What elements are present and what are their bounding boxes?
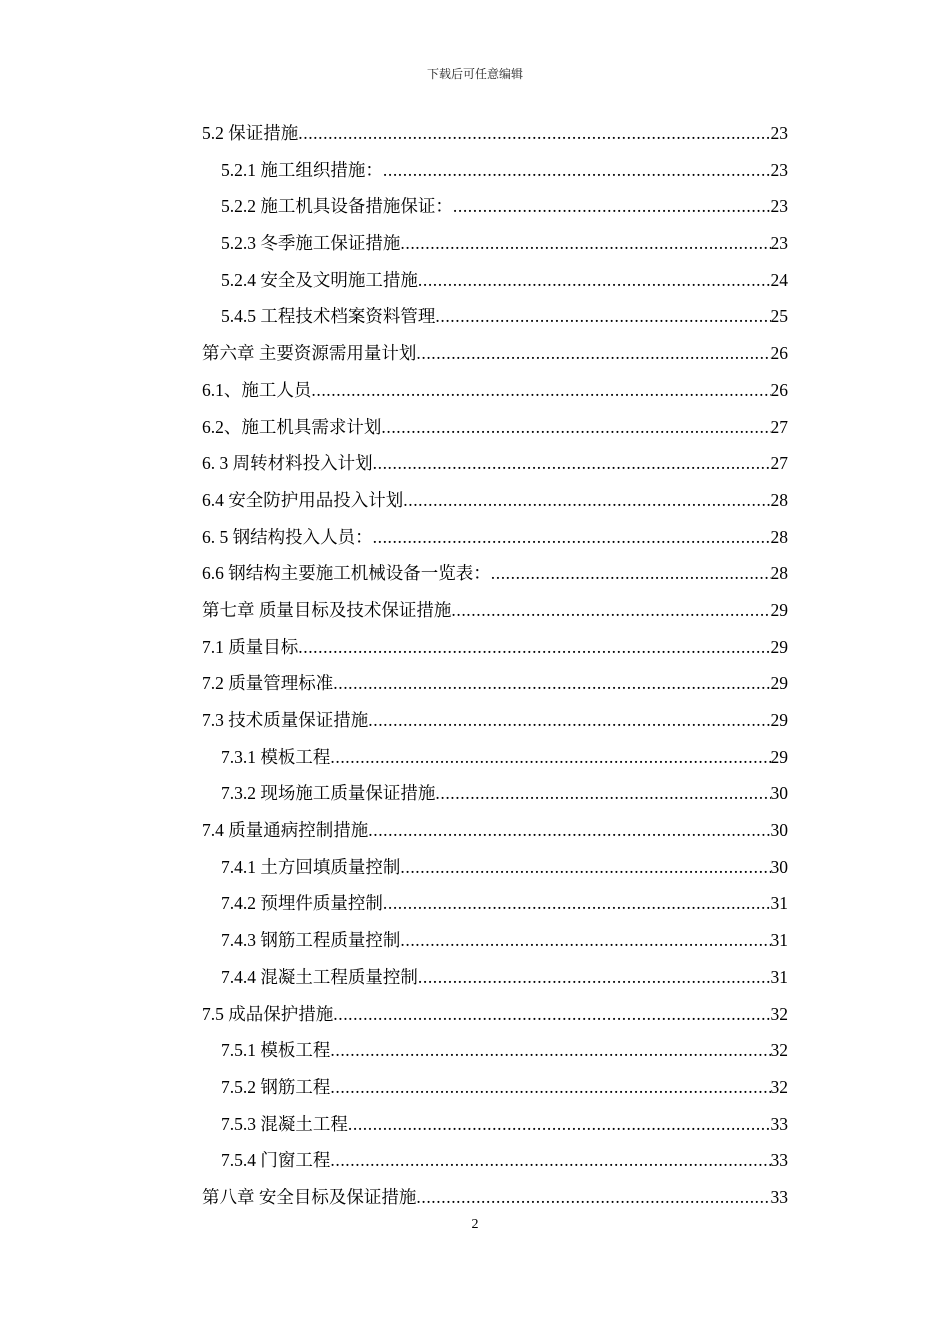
toc-entry[interactable] [202,188,788,225]
toc-entry-title: 7.3.2 现场施工质量保证措施 [221,783,436,804]
toc-dot-leader [400,225,770,262]
toc-entry[interactable] [202,335,788,372]
toc-dot-leader [333,665,770,702]
toc-dot-leader [330,1032,770,1069]
toc-entry[interactable] [202,885,788,922]
page-header: 下载后可任意编辑 [426,67,523,81]
toc-entry[interactable] [202,922,788,959]
toc-dot-leader [403,482,770,519]
toc-entry-title: 7.5.2 钢筋工程 [221,1076,331,1097]
toc-dot-leader [435,298,770,335]
toc-entry-page: 31 [770,893,788,914]
toc-entry[interactable] [202,152,788,189]
toc-entry[interactable] [202,519,788,556]
toc-entry-page: 29 [770,746,788,767]
toc-entry-title: 5.4.5 工程技术档案资料管理 [221,306,436,327]
toc-entry-page: 31 [770,930,788,951]
toc-entry-title: 7.3 技术质量保证措施 [202,710,369,730]
toc-entry-title: 7.4 质量通病控制措施 [202,820,369,841]
toc-entry[interactable] [202,1032,788,1069]
toc-entry[interactable] [202,225,788,262]
toc-dot-leader [453,188,771,225]
toc-entry-page: 29 [770,636,788,657]
toc-entry-page: 33 [770,1113,788,1134]
toc-entry-page: 24 [770,269,788,290]
toc-entry-page: 23 [770,159,788,180]
toc-entry-title: 7.4.3 钢筋工程质量控制 [221,930,401,951]
toc-dot-leader [330,739,770,776]
toc-entry-page: 30 [770,856,788,877]
toc-dot-leader [330,1069,770,1106]
toc-entry-title: 7.5.4 门窗工程 [221,1150,331,1171]
toc-entry-title: 7.4.4 混凝土工程质量控制 [221,966,418,987]
toc-entry-title: 6.1、施工人员 [202,379,312,400]
toc-entry-title: 7.2 质量管理标准 [202,673,334,694]
toc-entry-page: 27 [770,416,788,437]
toc-entry[interactable] [202,592,788,629]
toc-entry-title: 5.2.2 施工机具设备措施保证： [221,196,453,217]
toc-entry-title: 5.2.4 安全及文明施工措施 [221,269,418,290]
toc-entry-title: 6.2、施工机具需求计划 [202,416,382,437]
toc-entry[interactable] [202,372,788,409]
toc-entry[interactable] [202,298,788,335]
toc-entry-page: 28 [770,526,788,547]
toc-entry-title: 6.6 钢结构主要施工机械设备一览表： [202,563,491,584]
toc-entry[interactable] [202,665,788,702]
toc-entry[interactable] [202,445,788,482]
toc-entry[interactable] [202,1142,788,1179]
toc-entry-page: 26 [770,343,788,364]
toc-entry[interactable] [202,629,788,666]
toc-entry[interactable] [202,262,788,299]
toc-dot-leader [348,1106,771,1143]
toc-entry-page: 29 [770,710,788,730]
toc-entry-page: 23 [770,233,788,254]
toc-entry-title: 5.2.3 冬季施工保证措施 [221,233,401,254]
toc-entry-title: 5.2.1 施工组织措施： [221,159,383,180]
toc-entry-title: 7.4.1 土方回填质量控制 [221,856,401,877]
toc-entry-title: 7.4.2 预埋件质量控制 [221,893,383,914]
toc-entry[interactable] [202,409,788,446]
toc-entry-title: 7.5.1 模板工程 [221,1040,331,1061]
toc-entry-title: 7.3.1 模板工程 [221,746,331,767]
toc-entry[interactable] [202,1069,788,1106]
toc-entry[interactable] [202,775,788,812]
toc-entry-page: 32 [770,1003,788,1024]
toc-dot-leader [451,592,770,629]
toc-dot-leader [368,812,770,849]
toc-entry-title: 7.5.3 混凝土工程 [221,1113,348,1134]
toc-entry[interactable] [202,702,788,739]
toc-entry-page: 23 [770,196,788,217]
toc-dot-leader [381,409,770,446]
toc-dot-leader [416,335,770,372]
toc-entry[interactable] [202,1106,788,1143]
toc-entry-page: 32 [770,1040,788,1061]
toc-dot-leader [373,519,771,556]
toc-entry-title: 7.1 质量目标 [202,636,299,657]
toc-entry[interactable] [202,996,788,1033]
toc-dot-leader [491,555,771,592]
toc-dot-leader [435,775,770,812]
toc-dot-leader [330,1142,770,1179]
toc-entry-title: 7.5 成品保护措施 [202,1003,334,1024]
toc-dot-leader [383,885,771,922]
toc-entry-page: 28 [770,489,788,510]
toc-entry-page: 23 [770,123,788,143]
toc-entry[interactable] [202,1179,788,1216]
toc-dot-leader [298,115,770,152]
toc-entry-title: 5.2 保证措施 [202,123,299,143]
toc-dot-leader [298,629,770,666]
toc-entry[interactable] [202,115,788,152]
toc-entry-page: 30 [770,820,788,841]
toc-entry-page: 28 [770,563,788,584]
toc-entry-page: 33 [770,1150,788,1171]
toc-dot-leader [368,702,770,739]
toc-entry-title: 第六章 主要资源需用量计划 [202,343,417,364]
toc-dot-leader [418,262,771,299]
toc-entry[interactable] [202,812,788,849]
toc-entry[interactable] [202,849,788,886]
toc-entry[interactable] [202,739,788,776]
toc-dot-leader [418,959,771,996]
toc-entry-page: 31 [770,966,788,987]
toc-entry-page: 32 [770,1076,788,1097]
toc-dot-leader [373,445,771,482]
toc-dot-leader [400,922,770,959]
toc-entry[interactable] [202,482,788,519]
toc-dot-leader [311,372,770,409]
page-number: 2 [471,1217,479,1232]
toc-entry-page: 30 [770,783,788,804]
toc-entry-page: 27 [770,453,788,474]
table-of-contents [202,115,788,1216]
toc-entry-title: 6.4 安全防护用品投入计划 [202,489,404,510]
toc-entry-page: 33 [770,1186,788,1207]
toc-entry[interactable] [202,555,788,592]
toc-entry-page: 29 [770,673,788,694]
toc-entry-page: 25 [770,306,788,327]
toc-dot-leader [416,1179,770,1216]
toc-entry-title: 第七章 质量目标及技术保证措施 [202,599,452,620]
toc-dot-leader [383,152,771,189]
toc-entry-title: 6. 3 周转材料投入计划 [202,453,373,474]
toc-dot-leader [400,849,770,886]
toc-entry-title: 第八章 安全目标及保证措施 [202,1186,417,1207]
toc-entry-page: 26 [770,379,788,400]
toc-entry-title: 6. 5 钢结构投入人员： [202,526,373,547]
toc-entry-page: 29 [770,599,788,620]
toc-entry[interactable] [202,959,788,996]
toc-dot-leader [333,996,770,1033]
